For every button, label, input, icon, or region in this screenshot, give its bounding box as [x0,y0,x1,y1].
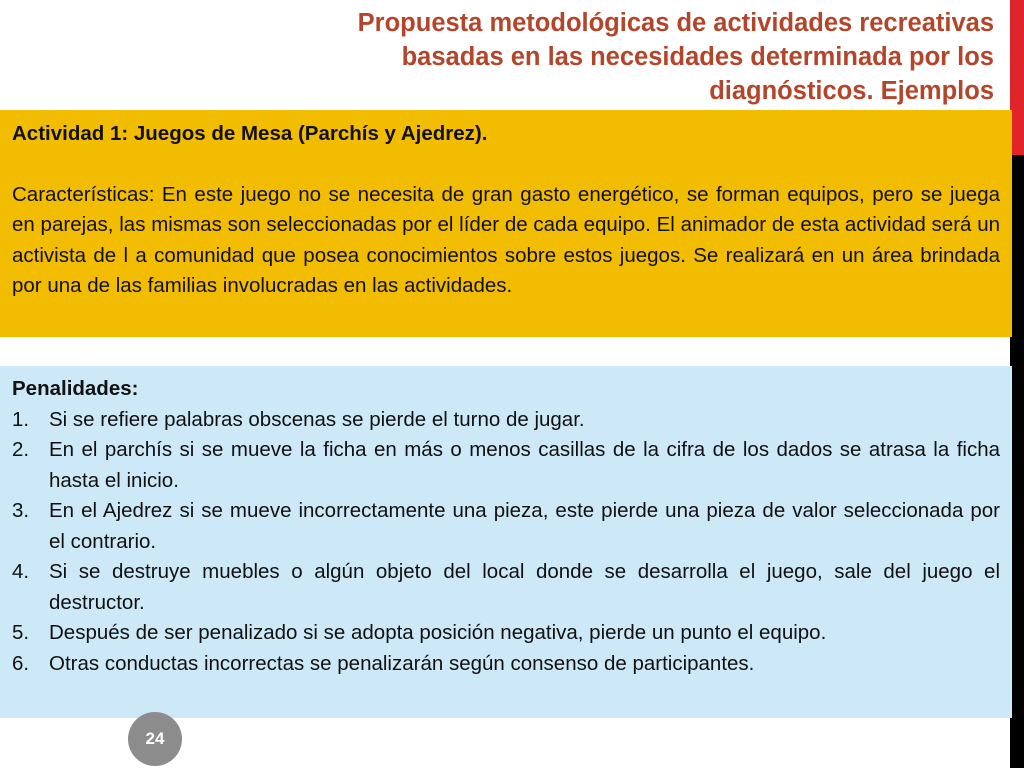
slide-title-line: diagnósticos. Ejemplos [709,77,994,105]
list-item [12,435,1000,496]
list-item-text: Si se destruye muebles o algún objeto del local donde se desarrolla el juego, sale del juego el destructor. [49,560,1000,614]
right-accent-bar-black [1010,155,1024,768]
list-item [12,649,1000,680]
penalties-heading: Penalidades: [12,377,139,400]
activity-characteristics: Características: En este juego no se necesita de gran gasto energético, se forman equipos, pero se juega en parejas, las mismas son seleccionadas por el líder de cada equipo. El animador de esta actividad será un activista de l a comunidad que posea conocimientos sobre estos juegos. Se realizará en un área brindada por una de las familias involucradas en las actividades. [12,182,1000,297]
list-item-text: Otras conductas incorrectas se penalizarán según consenso de participantes. [49,651,755,675]
activity-title: Actividad 1: Juegos de Mesa (Parchís y Ajedrez). [12,122,488,145]
list-item-text: En el Ajedrez si se mueve incorrectamente una pieza, este pierde una pieza de valor seleccionada por el contrario. [49,499,1000,553]
penalties-list [12,405,1000,680]
list-item [12,557,1000,618]
right-accent-bar-red [1010,0,1024,155]
list-item-number: 3. [12,499,30,522]
list-item-number: 1. [12,407,30,431]
list-item-number: 2. [12,438,30,461]
page-number-badge: 24 [128,712,182,766]
penalties-box [0,366,1012,718]
list-item [12,496,1000,557]
slide-title-line: basadas en las necesidades determinada por los [401,43,994,71]
list-item-text: Después de ser penalizado si se adopta posición negativa, pierde un punto el equipo. [49,621,827,644]
list-item-text: En el parchís si se mueve la ficha en más o menos casillas de la cifra de los dados se atrasa la ficha hasta el inicio. [49,438,1000,492]
list-item [12,618,1000,649]
list-item-number: 4. [12,560,30,583]
list-item-number: 6. [12,651,30,675]
slide-title [234,6,994,108]
slide-title-line: Propuesta metodológicas de actividades recreativas [357,9,994,37]
list-item [12,405,1000,436]
list-item-number: 5. [12,621,30,644]
activity-box [0,110,1012,337]
list-item-text: Si se refiere palabras obscenas se pierde el turno de jugar. [49,407,585,431]
